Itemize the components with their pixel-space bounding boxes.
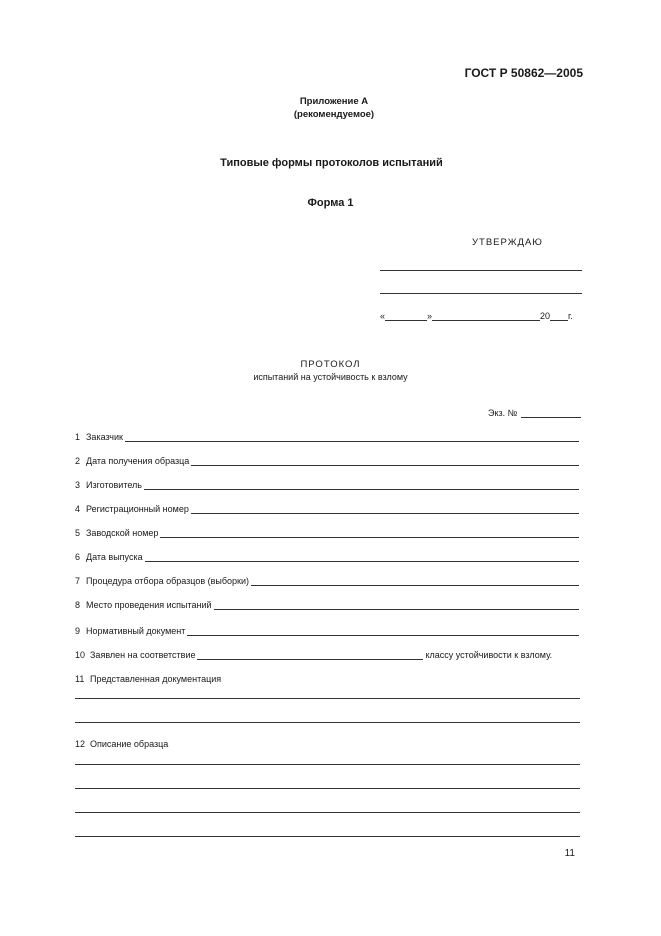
protocol-subtitle: испытаний на устойчивость к взлому [253,372,408,382]
field-input[interactable] [187,626,579,636]
form-number: Форма 1 [307,197,354,209]
field-row-5 [75,528,579,538]
date-close-quote: » [427,311,433,321]
field-label: Заводской номер [86,528,159,538]
field-row-10 [75,650,580,660]
field-input[interactable] [125,432,579,442]
date-year-suffix: г. [568,311,573,321]
protocol-title: ПРОТОКОЛ [300,359,361,370]
field-suffix: классу устойчивости к взлому. [425,650,553,660]
document-code: ГОСТ Р 50862—2005 [464,66,583,80]
approval-signature-line-2[interactable] [380,293,582,294]
date-year-prefix: 20 [540,311,551,321]
copy-number [488,408,581,418]
field-number: 2 [75,456,81,466]
date-year-field[interactable] [550,311,568,321]
field-number: 5 [75,528,81,538]
field-number: 11 [75,674,85,684]
field-label: Место проведения испытаний [86,600,212,610]
field-row-8 [75,600,579,610]
field-label: Нормативный документ [86,626,186,636]
field-input[interactable] [145,552,579,562]
field-input[interactable] [191,504,579,514]
appendix-title: Приложение А [299,96,369,107]
field-input[interactable] [191,456,579,466]
description-line-3[interactable] [75,812,580,813]
field-row-11 [75,674,579,684]
date-month-field[interactable] [432,311,540,321]
date-day-field[interactable] [385,311,427,321]
field-number: 8 [75,600,81,610]
field-label: Представленная документация [90,674,222,684]
field-number: 3 [75,480,81,490]
field-number: 6 [75,552,81,562]
approval-label: УТВЕРЖДАЮ [472,237,543,248]
field-input[interactable] [214,600,579,610]
field-row-1 [75,432,579,442]
page-number: 11 [564,848,575,859]
field-label: Заявлен на соответствие [90,650,196,660]
copy-label: Экз. № [488,408,518,418]
field-label: Дата получения образца [86,456,190,466]
section-title: Типовые формы протоколов испытаний [220,157,443,169]
documentation-line-1[interactable] [75,698,580,699]
approval-signature-line-1[interactable] [380,270,582,271]
field-input[interactable] [144,480,579,490]
field-label: Регистрационный номер [86,504,189,514]
protocol-heading [0,359,661,383]
field-row-4 [75,504,579,514]
field-number: 10 [75,650,86,660]
copy-number-field[interactable] [521,408,581,418]
field-input[interactable] [197,650,423,660]
appendix-heading [0,95,661,121]
field-row-12 [75,739,579,749]
field-input[interactable] [251,576,579,586]
appendix-note: (рекомендуемое) [293,109,375,120]
field-label: Заказчик [86,432,123,442]
field-row-2 [75,456,579,466]
field-row-6 [75,552,579,562]
description-line-1[interactable] [75,764,580,765]
date-open-quote: « [380,311,386,321]
field-row-7 [75,576,579,586]
field-label: Процедура отбора образцов (выборки) [86,576,250,586]
field-number: 12 [75,739,86,749]
field-number: 9 [75,626,81,636]
field-label: Дата выпуска [86,552,143,562]
documentation-line-2[interactable] [75,722,580,723]
field-label: Описание образца [90,739,169,749]
field-number: 1 [75,432,81,442]
field-row-3 [75,480,579,490]
field-label: Изготовитель [86,480,142,490]
approval-date-line [380,311,583,321]
field-input[interactable] [160,528,579,538]
description-line-4[interactable] [75,836,580,837]
field-number: 7 [75,576,81,586]
description-line-2[interactable] [75,788,580,789]
field-number: 4 [75,504,81,514]
field-row-9 [75,626,579,636]
